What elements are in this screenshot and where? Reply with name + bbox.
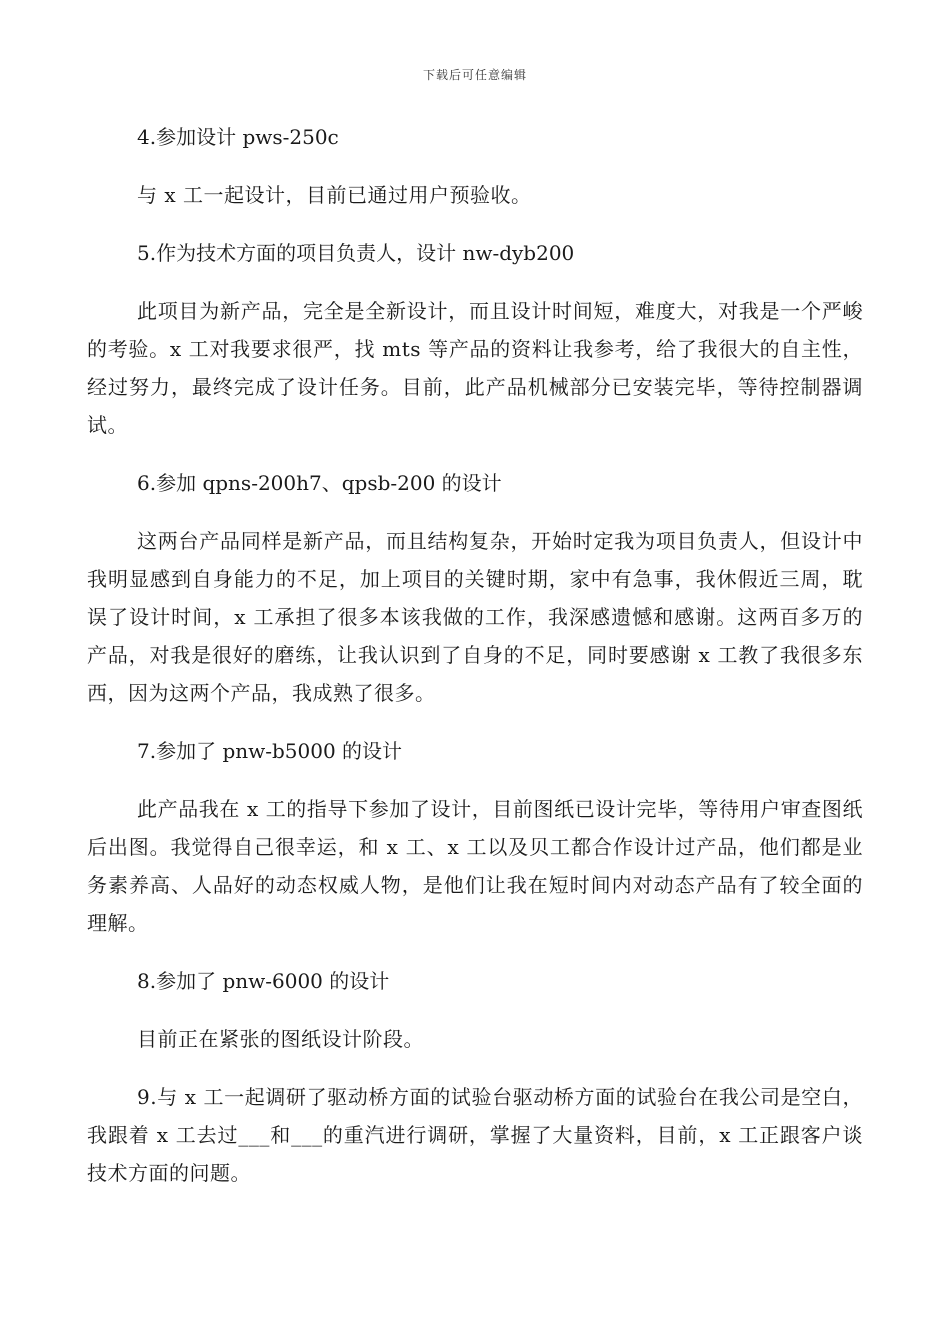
item-heading-6: 6.参加 qpns-200h7、qpsb-200 的设计 — [137, 471, 502, 495]
document-body — [87, 118, 863, 1212]
item-text-7: 此产品我在 x 工的指导下参加了设计，目前图纸已设计完毕，等待用户审查图纸后出图。我觉得自己很幸运，和 x 工、x 工以及贝工都合作设计过产品，他们都是业务素养高、人品好的动态权威人物，是他们让我在短时间内对动态产品有了较全面的理解。 — [87, 797, 863, 935]
item-heading-8: 8.参加了 pnw-6000 的设计 — [137, 969, 390, 993]
item-text-9: 9.与 x 工一起调研了驱动桥方面的试验台驱动桥方面的试验台在我公司是空白，我跟着 x 工去过___和___的重汽进行调研，掌握了大量资料，目前，x 工正跟客户谈技术方面的问题。 — [87, 1085, 863, 1185]
item-text-6: 这两台产品同样是新产品，而且结构复杂，开始时定我为项目负责人，但设计中我明显感到自身能力的不足，加上项目的关键时期，家中有急事，我休假近三周，耽误了设计时间，x 工承担了很多本该我做的工作，我深感遗憾和感谢。这两百多万的产品，对我是很好的磨练，让我认识到了自身的不足，同时要感谢 x 工教了我很多东西，因为这两个产品，我成熟了很多。 — [87, 529, 863, 705]
item-heading-4: 4.参加设计 pws-250c — [137, 125, 339, 149]
item-text-5: 此项目为新产品，完全是全新设计，而且设计时间短，难度大，对我是一个严峻的考验。x 工对我要求很严，找 mts 等产品的资料让我参考，给了我很大的自主性，经过努力，最终完成了设计任务。目前，此产品机械部分已安装完毕，等待控制器调试。 — [87, 299, 863, 437]
item-text-4: 与 x 工一起设计，目前已通过用户预验收。 — [137, 183, 532, 207]
page-header: 下载后可任意编辑 — [422, 68, 527, 82]
item-heading-7: 7.参加了 pnw-b5000 的设计 — [137, 739, 403, 763]
item-text-8: 目前正在紧张的图纸设计阶段。 — [137, 1027, 424, 1051]
item-heading-5: 5.作为技术方面的项目负责人，设计 nw-dyb200 — [137, 241, 575, 265]
